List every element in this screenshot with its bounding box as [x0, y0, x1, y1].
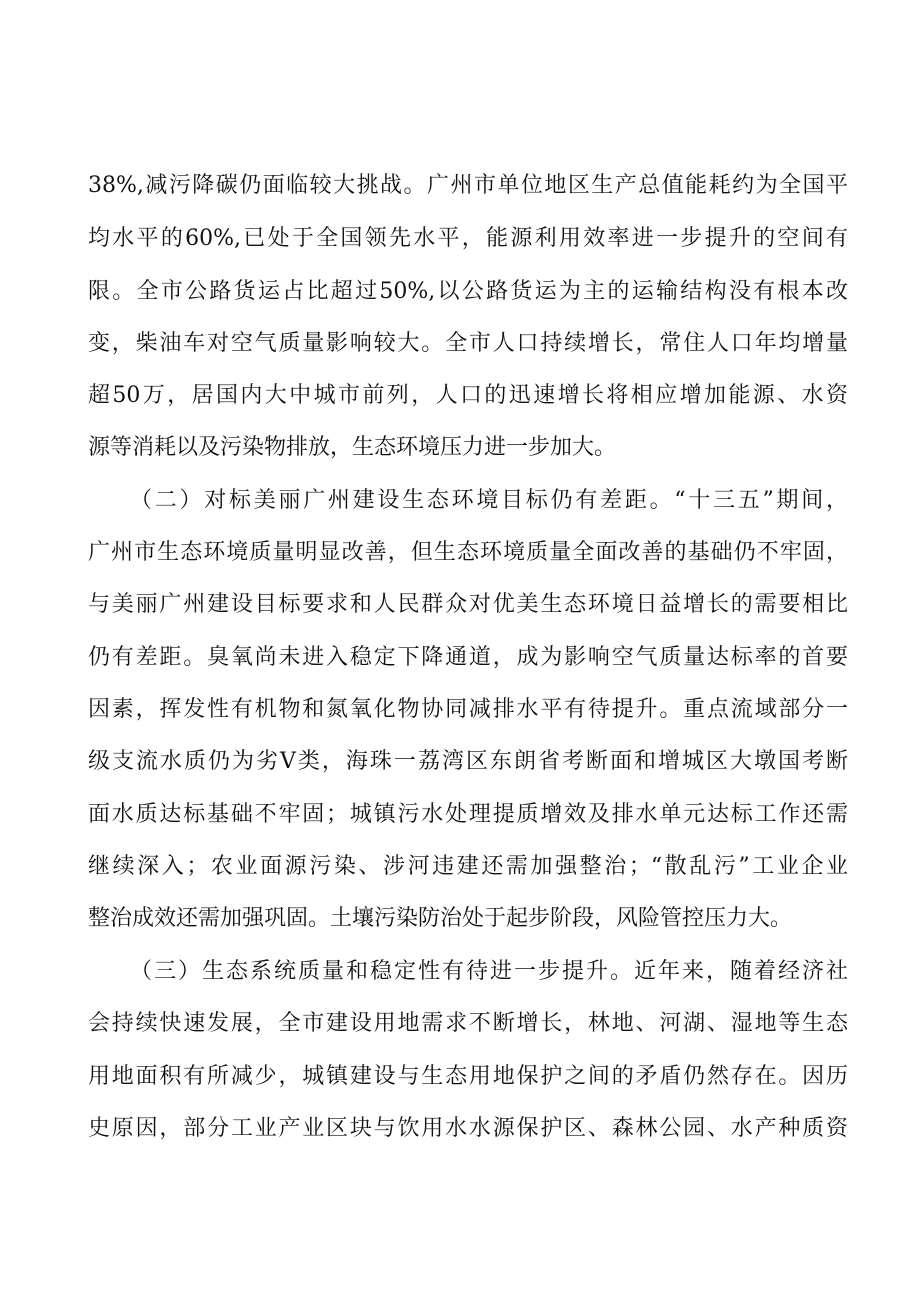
text-line: 用地面积有所减少，城镇建设与生态用地保护之间的矛盾仍然存在。因历 — [88, 1064, 848, 1089]
text-line: 会持续快速发展，全市建设用地需求不断增长，林地、河湖、湿地等生态 — [88, 1011, 848, 1036]
text-line: 面水质达标基础不牢固；城镇污水处理提质增效及排水单元达标工作还需 — [88, 802, 848, 827]
text-line: 源等消耗以及污染物排放，生态环境压力进一步加大。 — [88, 435, 617, 460]
text-line: 因素，挥发性有机物和氮氧化物协同减排水平有待提升。重点流域部分一 — [88, 697, 848, 722]
text-line: 继续深入；农业面源污染、涉河违建还需加强整治；“散乱污”工业企业 — [88, 854, 848, 879]
text-line: 广州市生态环境质量明显改善，但生态环境质量全面改善的基础仍不牢固， — [88, 540, 848, 565]
text-line: 38%,减污降碳仍面临较大挑战。广州市单位地区生产总值能耗约为全国平 — [88, 173, 848, 198]
text-line: 超50万，居国内大中城市前列，人口的迅速增长将相应增加能源、水资 — [88, 383, 848, 408]
section-heading-line: （三）生态系统质量和稳定性有待进一步提升。近年来，随着经济社 — [130, 959, 848, 984]
text-line: 与美丽广州建设目标要求和人民群众对优美生态环境日益增长的需要相比 — [88, 592, 848, 617]
text-line: 史原因，部分工业产业区块与饮用水水源保护区、森林公园、水产种质资 — [88, 1116, 848, 1141]
text-line: 仍有差距。臭氧尚未进入稳定下降通道，成为影响空气质量达标率的首要 — [88, 645, 848, 670]
text-line: 整治成效还需加强巩固。土壤污染防治处于起步阶段，风险管控压力大。 — [88, 906, 793, 931]
section-heading-line: （二）对标美丽广州建设生态环境目标仍有差距。“十三五”期间， — [130, 488, 848, 513]
text-line: 均水平的60%,已处于全国领先水平，能源利用效率进一步提升的空间有 — [88, 226, 848, 251]
text-line: 限。全市公路货运占比超过50%,以公路货运为主的运输结构没有根本改 — [88, 279, 848, 304]
text-line: 级支流水质仍为劣Ⅴ类，海珠一荔湾区东朗省考断面和增城区大墩国考断 — [88, 749, 848, 774]
text-line: 变，柴油车对空气质量影响较大。全市人口持续增长，常住人口年均增量 — [88, 331, 848, 356]
